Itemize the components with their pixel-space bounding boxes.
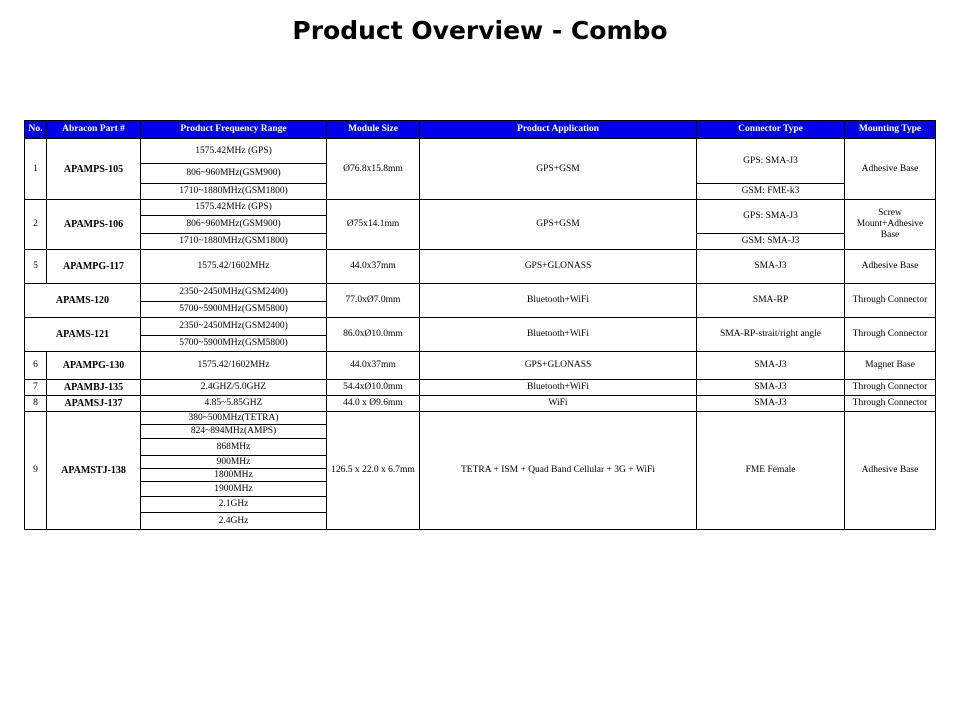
header-module-size: Module Size	[327, 121, 420, 139]
cell-frequency: 5700~5900MHz(GSM5800)	[141, 302, 327, 318]
cell-frequency: 380~500MHz(TETRA)	[141, 412, 327, 425]
cell-frequency: 1575.42/1602MHz	[141, 352, 327, 380]
table-row	[25, 412, 936, 425]
cell-connector: FME Female	[697, 412, 845, 530]
cell-frequency: 2.4GHZ/5.0GHZ	[141, 380, 327, 396]
cell-connector: GSM: FME-k3	[697, 184, 845, 200]
cell-application: GPS+GSM	[420, 200, 697, 250]
header-frequency: Product Frequency Range	[141, 121, 327, 139]
cell-connector: SMA-RP-strait/right angle	[697, 318, 845, 352]
cell-no: 9	[25, 412, 47, 530]
cell-connector: SMA-J3	[697, 380, 845, 396]
cell-application: GPS+GLONASS	[420, 250, 697, 284]
header-no: No.	[25, 121, 47, 139]
cell-connector: SMA-J3	[697, 250, 845, 284]
cell-frequency: 2.4GHz	[141, 513, 327, 530]
table-row	[25, 139, 936, 164]
cell-module-size: 77.0xØ7.0mm	[327, 284, 420, 318]
header-connector: Connector Type	[697, 121, 845, 139]
cell-connector: GPS: SMA-J3	[697, 139, 845, 184]
cell-part: APAMPG-117	[47, 250, 141, 284]
cell-frequency: 1800MHz	[141, 469, 327, 482]
cell-module-size: 44.0x37mm	[327, 250, 420, 284]
cell-frequency: 1575.42MHz (GPS)	[141, 200, 327, 216]
cell-part: APAMPG-130	[47, 352, 141, 380]
cell-application: Bluetooth+WiFi	[420, 318, 697, 352]
cell-mounting: Through Connector	[845, 396, 936, 412]
cell-connector: SMA-J3	[697, 352, 845, 380]
cell-mounting: Adhesive Base	[845, 139, 936, 200]
cell-mounting: Screw Mount+Adhesive Base	[845, 200, 936, 250]
cell-application: Bluetooth+WiFi	[420, 380, 697, 396]
cell-part: APAMPS-106	[47, 200, 141, 250]
cell-part: APAMS-120	[25, 284, 141, 318]
cell-no: 6	[25, 352, 47, 380]
cell-module-size: Ø76.8x15.8mm	[327, 139, 420, 200]
cell-mounting: Adhesive Base	[845, 250, 936, 284]
cell-frequency: 1575.42/1602MHz	[141, 250, 327, 284]
cell-mounting: Through Connector	[845, 284, 936, 318]
cell-frequency: 1575.42MHz (GPS)	[141, 139, 327, 164]
cell-part: APAMPS-105	[47, 139, 141, 200]
header-mounting: Mounting Type	[845, 121, 936, 139]
cell-application: Bluetooth+WiFi	[420, 284, 697, 318]
table-row	[25, 284, 936, 302]
cell-application: GPS+GSM	[420, 139, 697, 200]
cell-frequency: 824~894MHz(AMPS)	[141, 425, 327, 439]
cell-frequency: 2350~2450MHz(GSM2400)	[141, 318, 327, 336]
cell-no: 2	[25, 200, 47, 250]
cell-frequency: 1710~1880MHz(GSM1800)	[141, 234, 327, 250]
header-application: Product Application	[420, 121, 697, 139]
table-row	[25, 250, 936, 284]
cell-connector: SMA-RP	[697, 284, 845, 318]
cell-frequency: 1710~1880MHz(GSM1800)	[141, 184, 327, 200]
cell-frequency: 900MHz	[141, 456, 327, 469]
header-part: Abracon Part #	[47, 121, 141, 139]
cell-connector: GSM: SMA-J3	[697, 234, 845, 250]
cell-no: 7	[25, 380, 47, 396]
cell-frequency: 5700~5900MHz(GSM5800)	[141, 336, 327, 352]
table-row	[25, 200, 936, 216]
cell-module-size: 54.4xØ10.0mm	[327, 380, 420, 396]
cell-part: APAMS-121	[25, 318, 141, 352]
cell-module-size: 44.0x37mm	[327, 352, 420, 380]
cell-frequency: 1900MHz	[141, 482, 327, 497]
cell-frequency: 868MHz	[141, 439, 327, 456]
cell-no: 1	[25, 139, 47, 200]
table-row	[25, 352, 936, 380]
cell-part: APAMSJ-137	[47, 396, 141, 412]
cell-mounting: Adhesive Base	[845, 412, 936, 530]
cell-application: TETRA + ISM + Quad Band Cellular + 3G + WiFi	[420, 412, 697, 530]
table-row	[25, 380, 936, 396]
cell-mounting: Through Connector	[845, 318, 936, 352]
cell-application: WiFi	[420, 396, 697, 412]
cell-module-size: 44.0 x Ø9.6mm	[327, 396, 420, 412]
cell-frequency: 806~960MHz(GSM900)	[141, 164, 327, 184]
cell-frequency: 806~960MHz(GSM900)	[141, 216, 327, 234]
table-row	[25, 396, 936, 412]
cell-application: GPS+GLONASS	[420, 352, 697, 380]
cell-module-size: Ø75x14.1mm	[327, 200, 420, 250]
cell-mounting: Magnet Base	[845, 352, 936, 380]
cell-module-size: 126.5 x 22.0 x 6.7mm	[327, 412, 420, 530]
cell-module-size: 86.0xØ10.0mm	[327, 318, 420, 352]
cell-frequency: 2350~2450MHz(GSM2400)	[141, 284, 327, 302]
cell-mounting: Through Connector	[845, 380, 936, 396]
product-table	[24, 120, 936, 530]
cell-connector: GPS: SMA-J3	[697, 200, 845, 234]
cell-connector: SMA-J3	[697, 396, 845, 412]
cell-part: APAMBJ-135	[47, 380, 141, 396]
cell-no: 8	[25, 396, 47, 412]
table-header-row	[25, 121, 936, 139]
cell-no: 5	[25, 250, 47, 284]
table-row	[25, 318, 936, 336]
page-title: Product Overview - Combo	[292, 16, 668, 45]
cell-part: APAMSTJ-138	[47, 412, 141, 530]
cell-frequency: 2.1GHz	[141, 497, 327, 513]
cell-frequency: 4.85~5.85GHZ	[141, 396, 327, 412]
